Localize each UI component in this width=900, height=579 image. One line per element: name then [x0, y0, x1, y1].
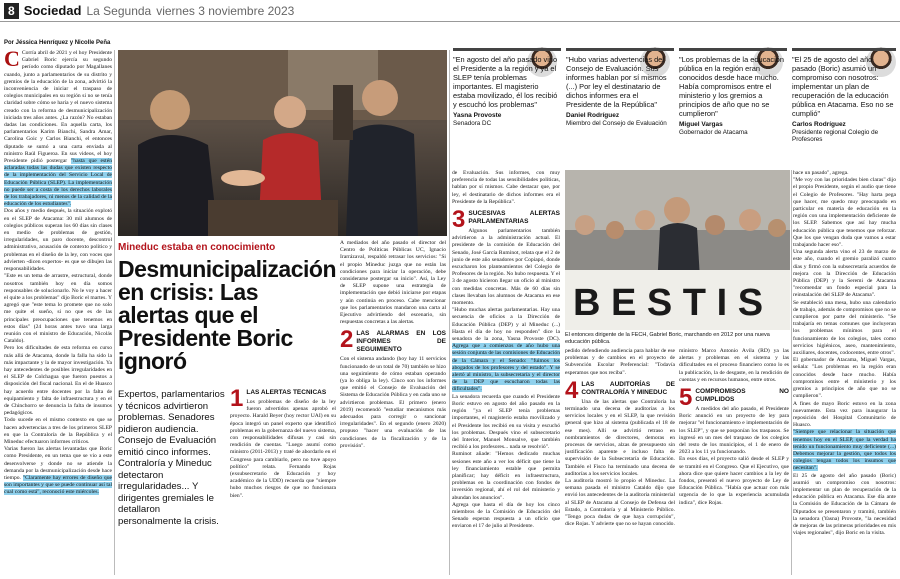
section-2-title: LAS ALARMAS EN LOS INFORMES DE SEGUIMIENTO	[356, 330, 446, 354]
quote-4-role: Presidente regional Colegio de Profesores	[792, 129, 879, 143]
quote-1-name: Yasna Provoste	[453, 112, 502, 119]
lead-column	[4, 50, 112, 575]
section-3-title: SUCESIVAS ALERTAS PARLAMENTARIAS	[468, 210, 560, 226]
deck: Expertos, parlamentarios y técnicos advirtieron problemas. Senadores pidieron audiencia. Consejo de Evaluación emitió cinco informes. Contraloría y Mineduc detectaron irregularidades... Y dirigentes gremiales le detallaron personalmente la crisis.	[118, 389, 225, 527]
section-5-title: COMPROMISOS NO CUMPLIDOS	[695, 388, 789, 404]
section-1-title: LAS ALERTAS TÉCNICAS	[246, 389, 327, 396]
column-7	[793, 170, 896, 575]
protest-photo	[565, 170, 790, 330]
quote-1-text: "En agosto del año pasado vino el Presidente a la región y ya el SLEP tenía problemas importantes. El magisterio estaba movilizado, él los recibió y escuchó los problemas"	[453, 55, 558, 109]
section-2-number: 2	[340, 326, 354, 354]
lead-paragraph-e: Pero los dificultades de esta reforma en curso más allá de Atacama, donde la falla ha sido la más impactante y la de mayor investigación. Ya hay antecedentes de posibles irregularidades en el SLEP de Colchagua que fueron puestos a disposición del fiscal nacional. En el de Huasco hay acuerdo entre docentes por la falta de equipamiento y falta de infraestructura y en el de Chinchorro se denuncia la falta de insumos pedagógicos.	[4, 345, 112, 417]
column-7-paragraph-a: hace un pasado", agrega.	[793, 170, 849, 176]
lead-highlight-2: "Claramente hay errores de diseño que son importantes y que se puede continuar así tal cual como está", reconoció este miércoles.	[4, 474, 112, 496]
main-photo-graphic	[118, 50, 447, 236]
section-3-number: 3	[452, 206, 466, 234]
section-3-paragraph-e: Agrega que hasta el día de hoy los cinco miembros de la Comisión de Educación del Senado esperan respuesta a un oficio que enviaron el 17 de julio al Presidente.	[452, 501, 560, 530]
lead-highlight: "hasta que estén aclaradas todas las dudas que existen respecto de la implementación del Servicio Local de Educación Pública (SLEP). La implementación no puede ser a costa de los derechos laborales de los trabajadores, ni menos de la calidad de la educación de los estudiantes".	[4, 158, 112, 208]
lead-paragraph-b: ¿La razón? No estaban dadas las condiciones. En aquella carta, los parlamentarios Karim Bianchi, Sandra Amar, Carolina Goic y Carlos Bianchi, el entonces diputado se sumó a una carta enviada al ministro Raúl Figueroa. En sus videos, el hoy Presidente pidió postergar	[4, 114, 112, 165]
section-2	[340, 326, 446, 450]
lead-paragraph-d: "Este es un tema de arrastre, estructural, donde nosotros también hoy en día somos responsables de solucionarlo. No le voy a hacer el quite a los problemas" dijo Boric el martes. Y agregó que "este tema lo promete que no solo me quite el sueño, si no que es de las principales preocupaciones que tenemos en estos días" (24 horas antes tuvo una larga reunión con el ministro de Educación, Nicolás Cataldo).	[4, 273, 112, 345]
quote-2	[566, 48, 674, 166]
section-4	[565, 376, 675, 478]
column-7-highlight	[793, 429, 896, 472]
section-name: Sociedad	[23, 3, 82, 18]
protest-caption: El entonces dirigente de la FECH, Gabriel Boric, marchando en 2012 por una nueva educación pública.	[565, 332, 770, 345]
section-4-text: Una de las alertas que Contraloría ha terminado una decena de auditorías a los servicios locales y en el SLEP, la que revisión general que hizo al sistema (publicada el 18 de ese mes). Allí se advirtió retraso en nombramientos de directores, demoras en procesos de servicios, alzas de presupuesto sin justificación aparente e incluso falta de supervisión de la Subsecretaría de Educación. También el Fisco ha terminado una decena de auditorías a los servicios locales.	[565, 398, 675, 477]
column-4	[452, 170, 560, 575]
quote-3-text: "Los problemas de la educación pública en la región eran conocidos desde hace mucho. Había compromisos entre el ministerio y los gremios a principios de año que no se cumplieron"	[679, 55, 784, 118]
main-photo	[118, 50, 447, 236]
column-7-paragraph-d: Se estableció una mesa, hubo una calendario de trabajo, además de compromisos que no se cumplieron por parte del ministerio. "Se trabajaría en temas comunes que incluyeran los problemas mínimos para el funcionamiento de los colegios, tales como servicios higiénicos, aseo, mantenimiento, auxiliares, docentes, codocentes, entre otros".	[793, 299, 896, 357]
column-6	[679, 348, 789, 575]
protest-photo-graphic	[565, 170, 790, 330]
column-6-paragraph-b: En esos días, el proyecto salió desde el SLEP y se tramitó en el Congreso. Que el Ejecutivo, que ahora dice que quiere hacer cambios a la ley de fondos, presentó el nuevo proyecto de Ley de Educación Pública. "Había que actuar con más urgencia de lo que la experiencia acumulada indica", dice Rojas.	[679, 456, 789, 506]
section-4-paragraph-b: La auditoría mostró lo propio el Mineduc. La semana pasada el ministro Cataldo dijo que envió los antecedentes de la auditoría ministerial al SLEP de Atacama al Consejo de Defensa del Estado, a Contraloría y al Ministerio Público. "Tengo poca dudas de que haya corrupción", dice Rojas. Y advierte que no se hayan conocido.	[565, 478, 675, 528]
section-4-title: LAS AUDITORÍAS DE CONTRALORÍA Y MINEDUC	[581, 380, 675, 396]
page-header	[0, 0, 900, 22]
section-4-number: 4	[565, 376, 579, 404]
section-1-number: 1	[230, 389, 244, 412]
section-3-paragraph-b-text: "Hubo muchas alertas parlamentarias. Hay una secuencia de oficios a la Dirección de Educación Pública (DEP) y al Mineduc (...) Hasta el día de hoy no responden" dice la senadora de la zona, Yasna Provoste (DC).	[452, 307, 560, 343]
section-3-paragraph-b	[452, 307, 560, 393]
column-divider	[791, 170, 792, 575]
paper-name: La Segunda	[86, 3, 152, 18]
quote-4-name: Carlos Rodríguez	[792, 121, 846, 128]
column-2	[230, 389, 336, 575]
issue-date: viernes 3 noviembre 2023	[156, 3, 295, 18]
quote-4	[792, 48, 896, 166]
column-3-intro: A mediados del año pasado el director del Centro de Políticas Públicas UC, Ignacio Irarrázaval, respaldó retrasar los servicios: "Si el propio Mineduc juzga que no están las condiciones para iniciar la operación, debe considerarse postergar su inicio". Así, la Ley de SLEP supone una estrategia de implementación que debió iniciarse por etapas y aún continúa en proceso. Cabe mencionar que los parlamentarios mandaron una carta al Ejecutivo advirtiendo del escenario, sin respuestas concretas a las alertas.	[340, 240, 446, 326]
section-3	[452, 206, 560, 307]
section-2-text: Con el sistema andando (hoy hay 11 servicios funcionando de un total de 70) también se hizo una seguimiento de cómo estaban operando (ya lo obliga la ley). Cinco son los informes que emitió el Consejo de Evaluación del Sistema de Educación Pública y en cada uno se advirtieron problemas. El primero (enero 2019) recomendó "estudiar mecanismos más adecuados para corregir o sancionar irregularidades". En el segundo (enero 2020) propuso "hacer una evaluación de las condiciones de la fiscalización y de la provisión".	[340, 356, 446, 449]
drop-cap: C	[4, 50, 20, 71]
column-7-paragraph-e: El gobernador de Atacama, Miguel Vargas, señala: "Los problemas en la región eran conocidos desde hace mucho. Había compromisos entre el ministerio y los gremios a principios de año que no se cumplieron".	[793, 357, 896, 400]
column-divider	[114, 50, 115, 575]
column-7-paragraph-c: Una segunda alerta vino el 23 de marzo de este año, cuando el gremio paralizó cuatro días y firmó con la subsecretaría acuerdos de mejora con la Dirección de Educación Pública (DEP) y la Seremi de Atacama "recomendar un fondo especial para la reinstalación del SLEP de Atacama".	[793, 249, 896, 299]
lead-paragraph-g	[4, 446, 112, 496]
column-7-paragraph-f: A fines de mayo Boric estuvo en la zona nuevamente. Esta vez para inaugurar la reposición del Hospital Comunitario de Huasco.	[793, 400, 896, 429]
section-3-text: Algunos parlamentarios también advirtieron a la administración actual. El presidente de la comisión de Educación del Senado, José García Ruminot, relata que el 2 de junio de este año senadores por Copiapó, donde escucharon los planteamientos del Colegio de Profesores de la región. No hubo respuesta. Y el 3 de agosto hicieron llegar un oficio al ministro con medidas concretas. Más de 60 días sin clases llevaban los alumnos de Atacama en ese momento.	[452, 228, 560, 307]
column-3	[340, 240, 446, 575]
byline: Por Jéssica Henríquez y Nicolle Peña	[4, 40, 111, 46]
quote-3-role: Gobernador de Atacama	[679, 129, 748, 136]
section-5-number: 5	[679, 384, 693, 412]
quote-1	[453, 48, 561, 166]
quote-3-name: Miguel Vargas	[679, 121, 723, 128]
column-4-intro: de Evaluación. Sus informes, con muy preferencia de todas las sensibilidades políticas, hablan por sí mismos. Cabe destacar que, por ley, el destinatario de dichos informes era el Presidente de la República".	[452, 170, 560, 205]
section-5	[679, 384, 789, 456]
column-6-intro: ministro Marco Antonio Ávila (RD) ya las alertas y problemas en el sistema y las dificultades en el proceso financiero como lo es la publicación, la de desgaste, en la rendición de cuentas y en recursos humanos, entre otros.	[679, 348, 789, 383]
quote-2-role: Miembro del Consejo de Evaluación	[566, 120, 667, 127]
lead-paragraph-g-text: Varias fueron las alertas levantadas que Boric como Presidente, en un tema que se vio a este desenvolverse y donde no se atiende la demanda por la desmunicipalización desde hace tiempo.	[4, 446, 112, 481]
section-5-text: A medidos del año pasado, el Presidente Boric anunció en un proyecto de ley para mejorar "el funcionamiento e implementación de los SLEP", y que se posponían los traspasos. Se ingresó en un mes del traspaso de los colegios del resto de los municipios, el 1 de enero de 2023 a los 11 ya funcionando.	[679, 406, 789, 456]
section-3-paragraph-c: La senadora recuerda que cuando el Presidente Boric estuvo en agosto del año pasado en la región "ya el SLEP tenía problemas importantes, el magisterio estaba movilizado y el Presidente los recibió en su visita y escuchó los problemas. Después vino el subsecretario del Interior, Manuel Monsalve, que también recibió a los profesores... nada se resolvió".	[452, 393, 560, 451]
section-1-text: Los problemas de diseño de la ley fueron advertidos apenas aprobó el proyecto. Harald Beyer (hoy rector UAI) en su época integró un panel experto que identificó problemas en la gobernanza del nuevo sistema, con responsabilidades difusas y casi sin rendición de cuentas. "Luego asumí como ministro (2011-2013) y traté de abordarlo en el Congreso para cambiarlo, pero no tuve apoyo político" relata. Fernando Rojas (exsubsecretario de Educación y hoy académico de la UDD) recuerda que "siempre hubo muchos riesgos de que no funcionara bien".	[230, 399, 336, 499]
kicker: Mineduc estaba en conocimiento	[118, 242, 276, 253]
headline: Desmunicipalización en crisis: Las alertas que el Presidente Boric ignoró	[118, 256, 337, 374]
quote-3	[679, 48, 787, 166]
column-7-paragraph-g: El 25 de agosto del año pasado (Boric) asumió un compromiso con nosotros: implementar un plan de recuperación de la educación pública en Atacama. Ese día ante la Comisión de Educación de la Cámara de Diputados se presentaron y tramitó, también la senadora (Yasna) Provoste, "la necesidad de mejoras de las primeras prioridades en mis viajes regionales", dijo Boric en la visita.	[793, 472, 896, 537]
quote-2-name: Daniel Rodríguez	[566, 112, 620, 119]
quote-4-text: "El 25 de agosto del año pasado (Boric) asumió un compromiso con nosotros: implementar un plan de recuperación de la educación pública en Atacama. Eso no se cumplió"	[792, 55, 894, 118]
protest-banner-letters: B E S T I S	[573, 282, 764, 324]
section-3-paragraph-d: Ruminot añade: "Hemos dedicado muchas sesiones este año a ver los déficit que tiene la ley financiamiento estable que permita planificar; hay déficit en infraestructura, problemas en la coordinación con fondos de inversión regional, ahí el rol del ministerio y abundan los anuncios".	[452, 451, 560, 501]
section-3-highlight: Agrega que a comienzos de año hubo una sesión conjunta de las comisiones de Educación de la Cámara y el Senado: "fuimos los abogados de los profesores y del estado". Y se alertó al ministro, la subsecretaría y el director de la DEP que escucharon todas las dificultades".	[452, 343, 560, 393]
column-5	[565, 348, 675, 575]
column-7-highlight-text: "Siempre que relacionar la situación que tenemos hoy en el SLEP, que la verdad ha tenido un funcionamiento muy deficiente (...) Debemos mejorar la gestión, que todos los colegios tengan todos los insumos que necesitan".	[793, 429, 896, 472]
quote-2-text: "Hubo varias advertencias del Consejo de Evaluación. Sus informes hablan por sí mismos (...) Por ley el destinatario de dichos informes era el Presidente de la República"	[566, 55, 667, 109]
lead-paragraph-a: Corría abril de 2021 y el hoy Presidente Gabriel Boric ejercía su segundo período como diputado por Magallanes cuando, junto a parlamentarios de su distrito y gremios de la educación de la zona, advirtió la inconveniencia de iniciar el traspaso de colegios municipales en su región si no se tenía claridad sobre cómo se haría y el nuevo sistema creado con la reforma de desmunicipalización iniciada tres años antes.	[4, 50, 112, 121]
column-5-intro: pedido defendiendo audiencia para hablar de ese problemas y de cambios en el proyecto de Subvención Escolar Preferencial: "Todavía esperamos que nos reciba".	[565, 348, 675, 376]
column-7-paragraph-b: "Me voy con las prioridades bien claras" dijo el propio Presidente, según el audio que tiene el Colegio de Profesores. "Hay harta pega que hacer, me quedo muy preocupado en particular en materia de educación en la región con una implementación deficiente de los SLEP. Sabemos que así hay mucha educación pública que tenemos que reforzar. Que los que vengan duda que vamos a estar trabajando hacer eso".	[793, 177, 896, 249]
quote-1-role: Senadora DC	[453, 120, 492, 127]
lead-paragraph-f: Todo sucede en el mismo contexto en que se hacen advertencias a tres de los primeros SLEP en que la Contraloría de la República y el Mineduc efectuaron informes críticos.	[4, 417, 112, 445]
lead-paragraph-c: Dos años y medio después, la situación explotó en el SLEP de Atacama: 30 mil alumnos de colegios públicos superan los 60 días sin clases en medio de problemas de gestión, irregularidades, un paro docente, descontrol administrativo, acusación de contexto político y problemas en el diseño de la ley, con voces que advierten -dicen expertos- es que se dibujen las responsabilidades.	[4, 208, 112, 273]
column-divider	[449, 50, 450, 575]
page-number: 8	[4, 3, 19, 19]
